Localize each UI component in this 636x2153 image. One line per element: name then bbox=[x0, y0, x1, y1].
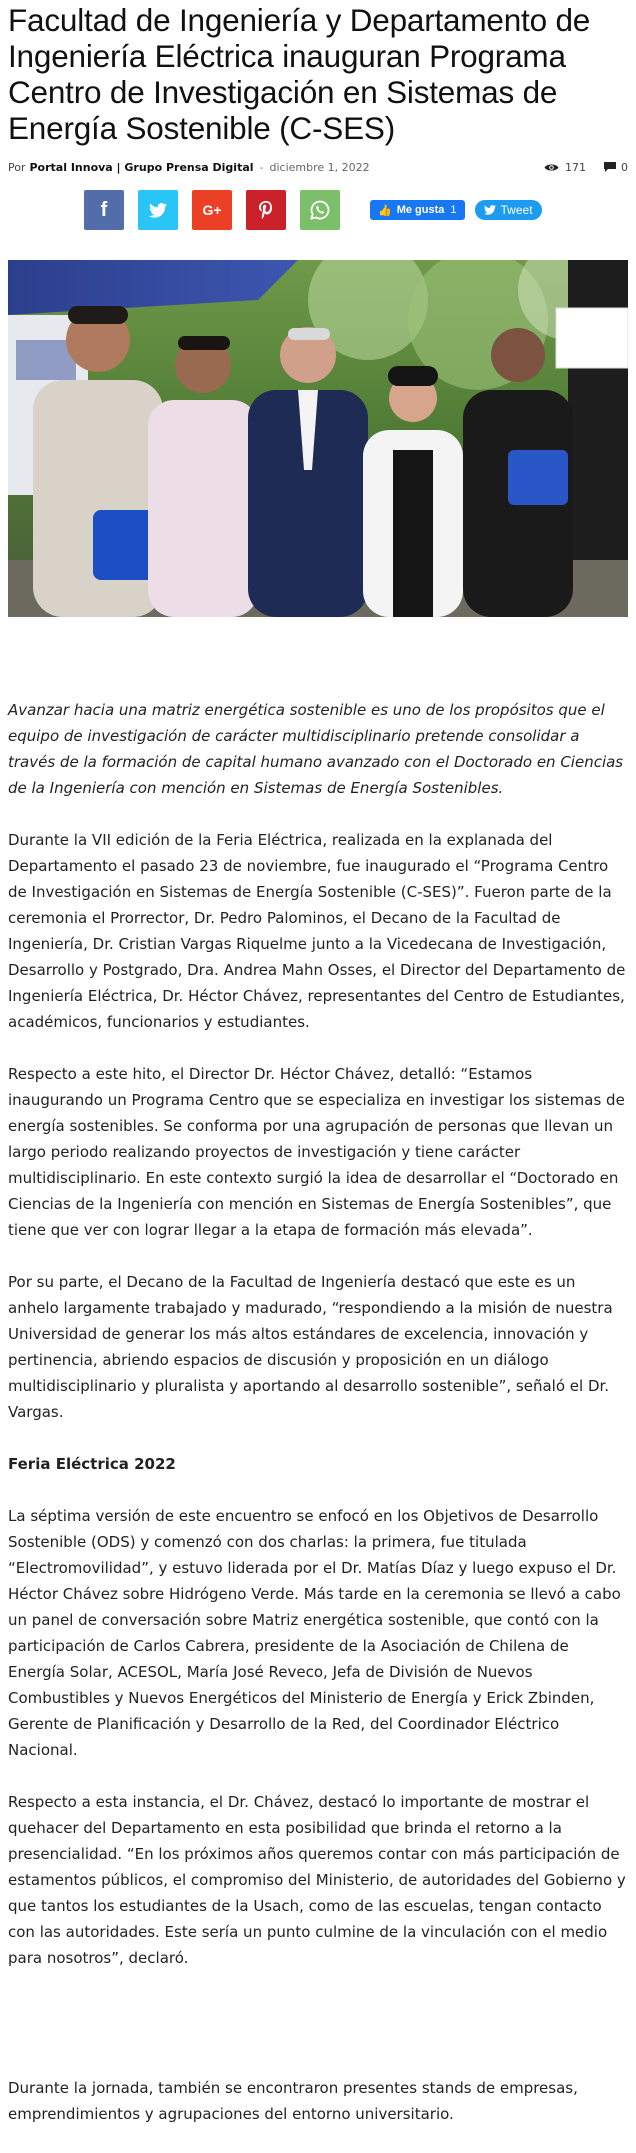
twitter-bird-icon bbox=[484, 205, 496, 215]
pinterest-share-button[interactable] bbox=[246, 190, 286, 230]
share-bar bbox=[84, 190, 628, 230]
article-body bbox=[8, 697, 628, 2127]
views-count bbox=[544, 161, 586, 174]
meta-separator: - bbox=[259, 160, 264, 174]
google-plus-share-button[interactable] bbox=[192, 190, 232, 230]
facebook-icon: f bbox=[100, 198, 108, 221]
facebook-share-button[interactable] bbox=[84, 190, 124, 230]
article-subheading: Feria Eléctrica 2022 bbox=[8, 1455, 176, 1473]
article-paragraph: La séptima versión de este encuentro se enfocó en los Objetivos de Desarrollo Sostenible (ODS) y comenzó con dos charlas: la primera, fue titulada “Electromovilidad”, y estuvo liderada por el Dr. Matías Díaz y luego expuso el Dr. Héctor Chávez sobre Hidrógeno Verde. Más tarde en la ceremonia se llevó a cabo un panel de conversación sobre Matriz energética sostenible, que contó con la participación de Carlos Cabrera, presidente de la Asociación de Chilena de Energía Solar, ACESOL, María José Reveco, Jefa de División de Nuevos Combustibles y Nuevos Energéticos del Ministerio de Energía y Erick Zbinden, Gerente de Planificación y Desarrollo de la Red, del Coordinador Eléctrico Nacional. bbox=[8, 1507, 621, 1759]
eye-icon bbox=[544, 163, 559, 172]
article-paragraph: Durante la jornada, también se encontraron presentes stands de empresas, emprendimientos y agrupaciones del entorno universitario. bbox=[8, 2079, 578, 2123]
article-stats bbox=[544, 161, 628, 174]
google-plus-icon: G+ bbox=[202, 202, 222, 218]
publish-date: diciembre 1, 2022 bbox=[269, 160, 370, 174]
by-label: Por bbox=[8, 160, 26, 174]
whatsapp-share-button[interactable] bbox=[300, 190, 340, 230]
group-photo bbox=[8, 260, 628, 617]
facebook-like-button[interactable] bbox=[370, 200, 465, 220]
article-title: Facultad de Ingeniería y Departamento de Ingeniería Eléctrica inauguran Programa Centro de Investigación en Sistemas de Energía Sostenible (C-SES) bbox=[8, 2, 591, 146]
content-spacer bbox=[8, 1997, 628, 2075]
featured-image bbox=[8, 260, 628, 617]
twitter-icon bbox=[149, 203, 167, 218]
article-paragraph: Respecto a este hito, el Director Dr. Héctor Chávez, detalló: “Estamos inaugurando un Programa Centro que se especializa en investigar los sistemas de energía sostenibles. Se conforma por una agrupación de personas que llevan un largo periodo realizando proyectos de investigación y tiene carácter multidisciplinario. En este contexto surgió la idea de desarrollar el “Doctorado en Ciencias de la Ingeniería con mención en Sistemas de Energía Sostenibles”, que tiene que ver con lograr llegar a la etapa de formación más elevada”. bbox=[8, 1065, 625, 1239]
thumbs-up-icon: 👍 bbox=[378, 204, 392, 217]
article-paragraph: Durante la VII edición de la Feria Eléctrica, realizada en la explanada del Departamento el pasado 23 de noviembre, fue inaugurado el “Programa Centro de Investigación en Sistemas de Energía Sostenible (C-SES)”. Fueron parte de la ceremonia el Prorrector, Dr. Pedro Palominos, el Decano de la Facultad de Ingeniería, Dr. Cristian Vargas Riquelme junto a la Vicedecana de Investigación, Desarrollo y Postgrado, Dra. Andrea Mahn Osses, el Director del Departamento de Ingeniería Eléctrica, Dr. Héctor Chávez, representantes del Centro de Estudiantes, académicos, funcionarios y estudiantes. bbox=[8, 831, 626, 1031]
author-link[interactable]: Portal Innova | Grupo Prensa Digital bbox=[29, 160, 254, 174]
social-counters bbox=[370, 200, 542, 220]
pinterest-icon bbox=[259, 201, 273, 219]
comment-icon bbox=[604, 162, 616, 172]
like-count: 1 bbox=[450, 204, 457, 216]
tweet-label: Tweet bbox=[500, 203, 533, 217]
views-value: 171 bbox=[565, 160, 586, 174]
twitter-share-button[interactable] bbox=[138, 190, 178, 230]
article-lead: Avanzar hacia una matriz energética sostenible es uno de los propósitos que el equipo de investigación de carácter multidisciplinario pretende consolidar a través de la formación de capital humano avanzado con el Doctorado en Ciencias de la Ingeniería con mención en Sistemas de Energía Sostenibles. bbox=[8, 701, 624, 797]
comments-link[interactable] bbox=[604, 161, 628, 174]
like-label: Me gusta bbox=[396, 204, 445, 216]
tweet-button[interactable] bbox=[475, 200, 542, 220]
comments-value: 0 bbox=[621, 160, 628, 174]
whatsapp-icon bbox=[310, 200, 330, 220]
article-paragraph: Respecto a esta instancia, el Dr. Chávez, destacó lo importante de mostrar el quehacer del Departamento en esta posibilidad que brinda el retorno a la presencialidad. “En los próximos años queremos contar con más participación de estamentos públicos, el compromiso del Ministerio, de autoridades del Gobierno y que tantos los estudiantes de la Usach, como de las escuelas, tengan contacto con las autoridades. Este sería un punto culmine de la vinculación con el medio para nosotros”, declaró. bbox=[8, 1793, 626, 1967]
article-meta bbox=[8, 158, 628, 176]
article-paragraph: Por su parte, el Decano de la Facultad de Ingeniería destacó que este es un anhelo largamente trabajado y madurado, “respondiendo a la misión de nuestra Universidad de generar los más altos estándares de excelencia, innovación y pertinencia, abriendo espacios de discusión y proposición en un diálogo multidisciplinario y pluralista y aportando al desarrollo sostenible”, señaló el Dr. Vargas. bbox=[8, 1273, 613, 1421]
